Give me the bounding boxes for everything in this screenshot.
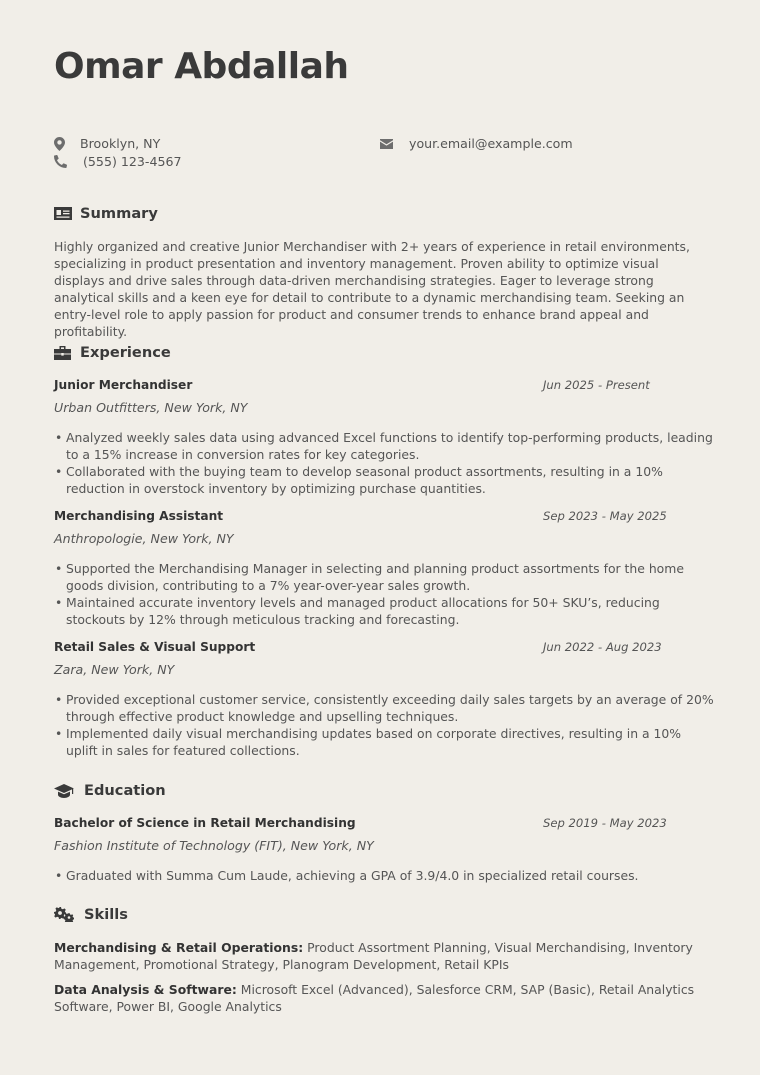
summary-heading — [54, 205, 158, 222]
resume-name: Omar Abdallah — [54, 46, 349, 87]
education-heading — [54, 782, 166, 799]
graduation-cap-icon — [54, 784, 84, 798]
gears-icon — [54, 907, 84, 922]
education-title: Education — [84, 782, 166, 799]
phone-text: (555) 123-4567 — [83, 154, 182, 169]
list-item: • Analyzed weekly sales data using advanced Excel functions to identify top-performing products, leading to a 15% increase in conversion rates for key categories. — [54, 429, 714, 463]
job-company: Anthropologie, New York, NY — [54, 531, 234, 546]
degree-title: Bachelor of Science in Retail Merchandising — [54, 816, 356, 830]
school-name: Fashion Institute of Technology (FIT), New York, NY — [54, 838, 374, 853]
summary-title: Summary — [80, 205, 158, 222]
experience-heading — [54, 344, 171, 361]
job-bullets — [54, 691, 714, 759]
education-bullets — [54, 867, 714, 884]
job-company: Zara, New York, NY — [54, 662, 175, 677]
job-title: Junior Merchandiser — [54, 378, 193, 392]
list-item: • Implemented daily visual merchandising updates based on corporate directives, resulting in a 10% uplift in sales for featured collections. — [54, 725, 714, 759]
skill-group-label: Data Analysis & Software: — [54, 982, 237, 997]
location-text: Brooklyn, NY — [80, 136, 161, 151]
job-bullets — [54, 429, 714, 497]
list-item: • Maintained accurate inventory levels and managed product allocations for 50+ SKU’s, reducing stockouts by 12% through meticulous tracking and forecasting. — [54, 594, 714, 628]
job-title: Merchandising Assistant — [54, 509, 224, 523]
skills-title: Skills — [84, 906, 128, 923]
job-date: Sep 2023 - May 2025 — [543, 509, 667, 523]
job-date: Jun 2022 - Aug 2023 — [543, 640, 662, 654]
job-date: Jun 2025 - Present — [543, 378, 650, 392]
skills-heading — [54, 906, 128, 923]
contact-location — [54, 135, 160, 152]
id-card-icon — [54, 207, 80, 220]
skill-group-label: Merchandising & Retail Operations: — [54, 940, 304, 955]
experience-title: Experience — [80, 344, 171, 361]
summary-text: Highly organized and creative Junior Merchandiser with 2+ years of experience in retail environments, specializing in product presentation and inventory management. Proven ability to optimize visual displays and drive sales through data-driven merchandising strategies. Eager to leverage strong analytical skills and a keen eye for detail to contribute to a dynamic merchandising team. Seeking an entry-level role to apply passion for product and consumer trends to enhance brand appeal and profitability. — [54, 239, 690, 339]
education-date: Sep 2019 - May 2023 — [543, 816, 667, 830]
briefcase-icon — [54, 346, 80, 360]
email-text[interactable]: your.email@example.com — [409, 136, 573, 151]
list-item: • Collaborated with the buying team to develop seasonal product assortments, resulting in a 10% reduction in overstock inventory by optimizing purchase quantities. — [54, 463, 714, 497]
map-pin-icon — [54, 137, 76, 151]
skill-group-items: Product Assortment Planning, Visual Merchandising, Inventory Management, Promotional Strategy, Planogram Development, Retail KPIs — [54, 940, 693, 972]
phone-icon — [54, 155, 76, 168]
job-company: Urban Outfitters, New York, NY — [54, 400, 248, 415]
job-bullets — [54, 560, 714, 628]
envelope-icon — [380, 139, 402, 149]
skill-group — [54, 939, 714, 973]
skill-group-items: Microsoft Excel (Advanced), Salesforce CRM, SAP (Basic), Retail Analytics Software, Power BI, Google Analytics — [54, 982, 695, 1014]
list-item: • Graduated with Summa Cum Laude, achieving a GPA of 3.9/4.0 in specialized retail courses. — [54, 867, 714, 884]
contact-email — [380, 135, 573, 152]
skill-group — [54, 981, 714, 1015]
list-item: • Provided exceptional customer service, consistently exceeding daily sales targets by an average of 20% through effective product knowledge and upselling techniques. — [54, 691, 714, 725]
contact-phone — [54, 153, 182, 170]
job-title: Retail Sales & Visual Support — [54, 640, 256, 654]
list-item: • Supported the Merchandising Manager in selecting and planning product assortments for the home goods division, contributing to a 7% year-over-year sales growth. — [54, 560, 714, 594]
